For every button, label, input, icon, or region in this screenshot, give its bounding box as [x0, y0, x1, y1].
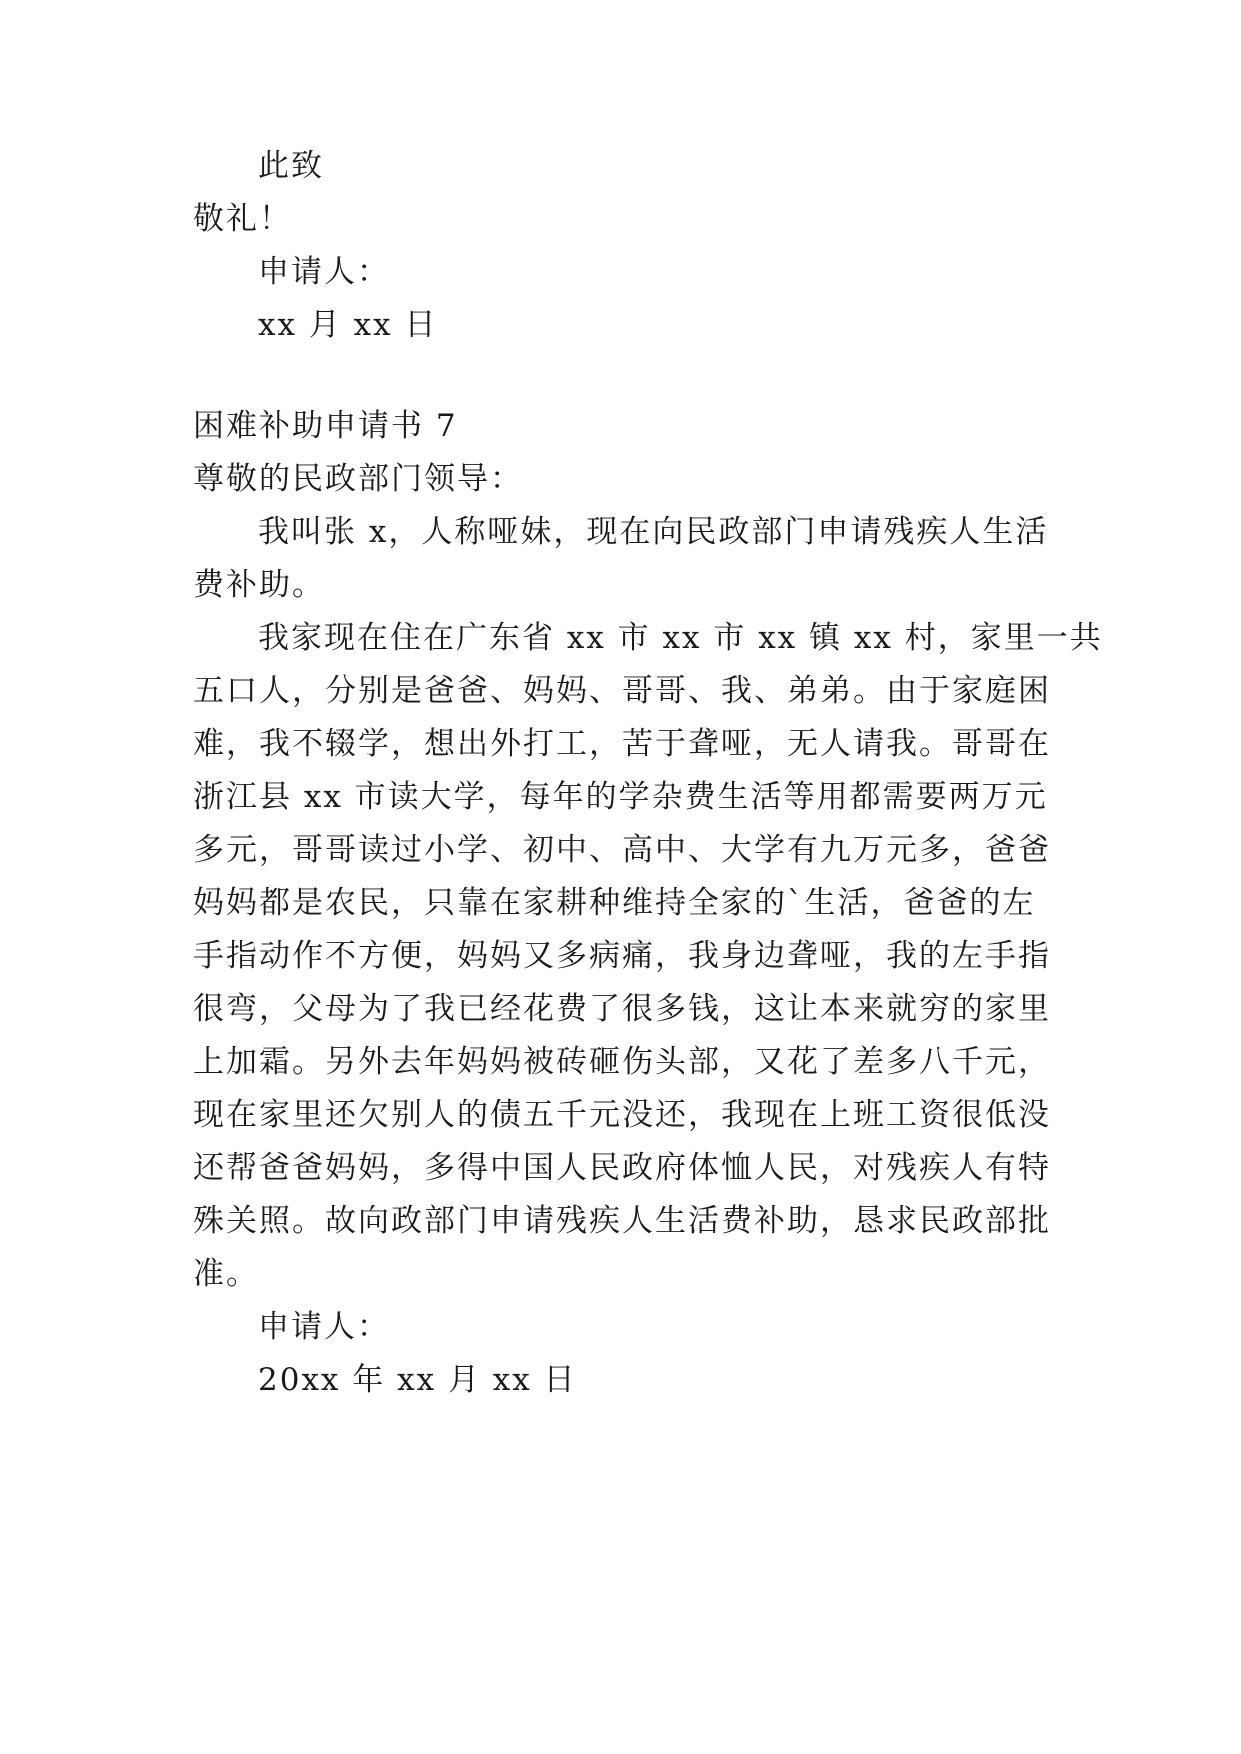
closing-date: xx 月 xx 日 — [258, 307, 438, 343]
paragraph-2-line: 现在家里还欠别人的债五千元没还，我现在上班工资很低没 — [193, 1097, 1051, 1133]
paragraph-2-line: 妈妈都是农民，只靠在家耕种维持全家的`生活，爸爸的左 — [193, 885, 1036, 921]
closing-jing-li: 敬礼！ — [193, 201, 292, 237]
paragraph-2-line: 浙江县 xx 市读大学，每年的学杂费生活等用都需要两万元 — [193, 779, 1048, 815]
paragraph-2-line: 很弯，父母为了我已经花费了很多钱，这让本来就穷的家里 — [193, 991, 1051, 1027]
paragraph-2-line: 多元，哥哥读过小学、初中、高中、大学有九万元多，爸爸 — [193, 832, 1051, 868]
paragraph-1-line: 我叫张 x，人称哑妹，现在向民政部门申请残疾人生活 — [258, 514, 1049, 550]
letter-applicant-label: 申请人： — [258, 1309, 390, 1345]
paragraph-2-line: 殊关照。故向政部门申请残疾人生活费补助，恳求民政部批 — [193, 1203, 1051, 1239]
paragraph-2-line: 五口人，分别是爸爸、妈妈、哥哥、我、弟弟。由于家庭困 — [193, 673, 1051, 709]
letter-salutation: 尊敬的民政部门领导： — [193, 461, 523, 497]
closing-applicant-label: 申请人： — [258, 254, 390, 290]
closing-ci-zhi: 此致 — [258, 148, 324, 184]
paragraph-2-line: 上加霜。另外去年妈妈被砖砸伤头部，又花了差多八千元， — [193, 1044, 1051, 1080]
paragraph-2-line: 还帮爸爸妈妈，多得中国人民政府体恤人民，对残疾人有特 — [193, 1150, 1051, 1186]
paragraph-2-line: 准。 — [193, 1256, 259, 1292]
paragraph-2-line: 手指动作不方便，妈妈又多病痛，我身边聋哑，我的左手指 — [193, 938, 1051, 974]
letter-date: 20xx 年 xx 月 xx 日 — [258, 1362, 577, 1398]
paragraph-2-line: 我家现在住在广东省 xx 市 xx 市 xx 镇 xx 村，家里一共 — [258, 620, 1103, 656]
paragraph-2-line: 难，我不辍学，想出外打工，苦于聋哑，无人请我。哥哥在 — [193, 726, 1051, 762]
paragraph-1-line: 费补助。 — [193, 567, 325, 603]
letter-title: 困难补助申请书 7 — [193, 408, 458, 444]
